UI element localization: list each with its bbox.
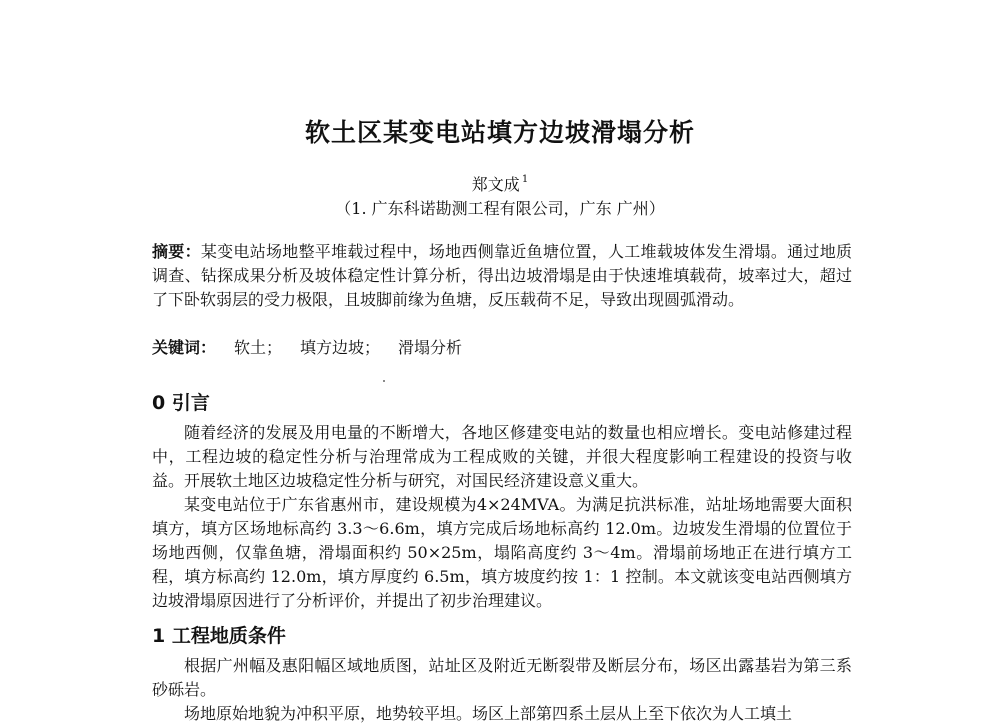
keyword: 软土； [234,338,283,357]
affiliation: （1. 广东科诺勘测工程有限公司，广东 广州） [335,199,665,218]
paragraph: 根据广州幅及惠阳幅区域地质图，站址区及附近无断裂带及断层分布，场区出露基岩为第三系砂砾岩。 [152,656,852,699]
author-line [0,172,1000,195]
scan-speck [383,380,385,382]
paper-title: 软土区某变电站填方边坡滑塌分析 [304,118,695,147]
abstract-text: 某变电站场地整平堆载过程中，场地西侧靠近鱼塘位置，人工堆载坡体发生滑塌。通过地质调查、钻探成果分析及坡体稳定性计算分析，得出边坡滑塌是由于快速堆填载荷，坡率过大，超过了下卧软弱层的受力极限，且坡脚前缘为鱼塘，反压载荷不足，导致出现圆弧滑动。 [152,242,852,309]
section-heading-introduction: 0 引言 [152,392,210,414]
keywords-label: 关键词： [152,338,217,357]
keyword: 填方边坡； [300,338,381,357]
keyword: 滑塌分析 [398,338,463,357]
author-name: 郑文成 [471,175,520,194]
paragraph: 随着经济的发展及用电量的不断增大，各地区修建变电站的数量也相应增长。变电站修建过程中，工程边坡的稳定性分析与治理常成为工程成败的关键，并很大程度影响工程建设的投资与收益。开展软土地区边坡稳定性分析与研究，对国民经济建设意义重大。 [152,423,852,490]
author-superscript: 1 [521,173,529,185]
paragraph: 某变电站位于广东省惠州市，建设规模为4×24MVA。为满足抗洪标准，站址场地需要大面积填方，填方区场地标高约 3.3～6.6m，填方完成后场地标高约 12.0m。边坡发生滑塌的位置位于场地西侧，仅靠鱼塘，滑塌面积约 50×25m，塌陷高度约 3～4m。滑塌前场地正在进行填方工程，填方标高约 12.0m，填方厚度约 6.5m，填方坡度约按 1：1 控制。本文就该变电站西侧填方边坡滑塌原因进行了分析评价，并提出了初步治理建议。 [152,495,852,610]
abstract-label: 摘要： [152,242,201,261]
keywords [152,336,852,360]
abstract [152,240,852,312]
paragraph: 场地原始地貌为冲积平原，地势较平坦。场区上部第四系土层从上至下依次为人工填土 [184,704,793,723]
section-heading-geology: 1 工程地质条件 [152,625,286,647]
